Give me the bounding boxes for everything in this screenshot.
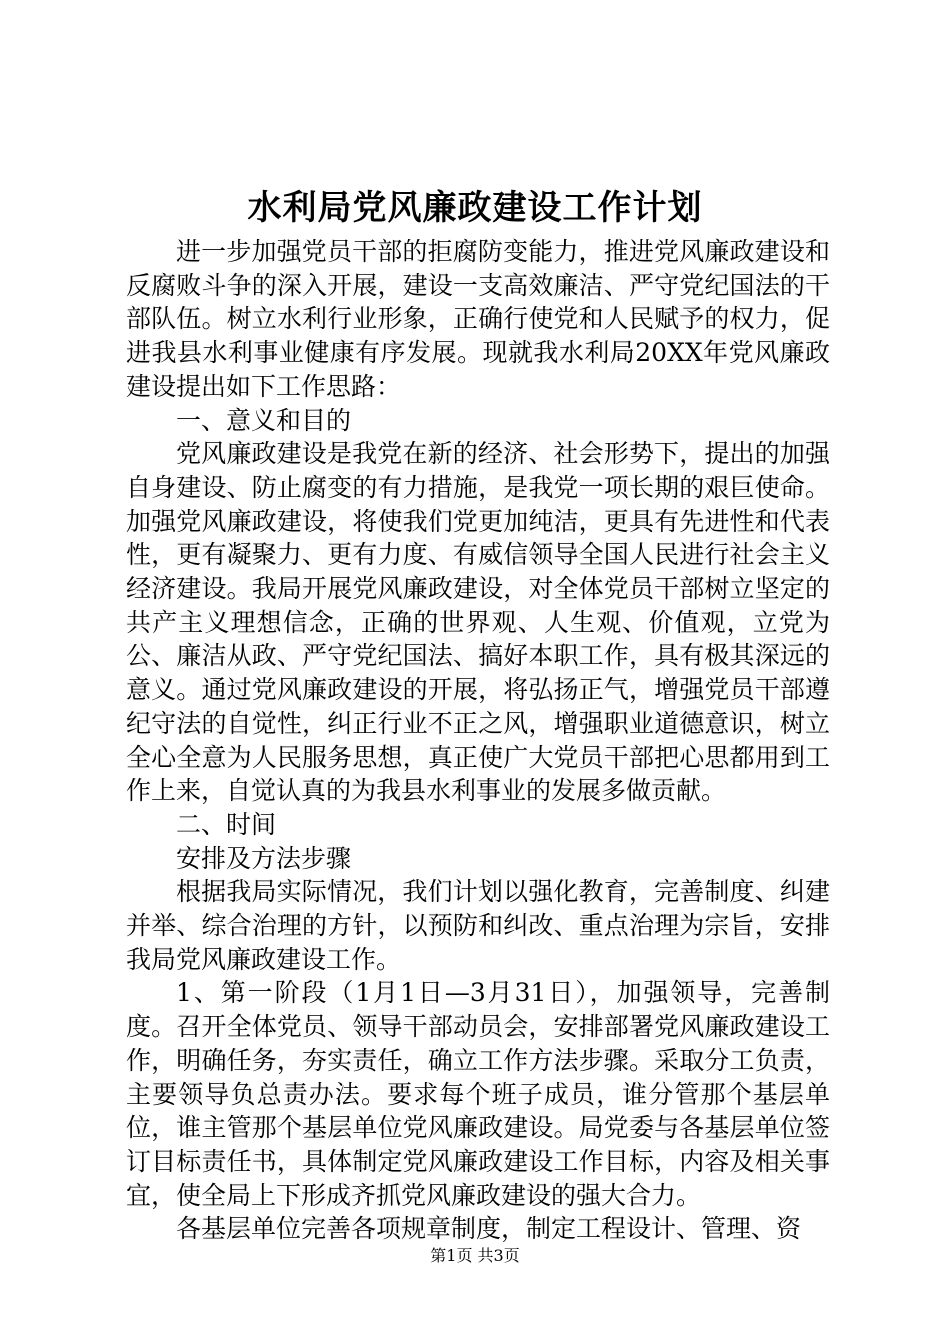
- intro-paragraph: 进一步加强党员干部的拒腐防变能力，推进党风廉政建设和反腐败斗争的深入开展，建设一支高效廉洁、严守党纪国法的干部队伍。树立水利行业形象，正确行使党和人民赋予的权力，促进我县水利事业健康有序发展。现就我水利局20XX年党风廉政建设提出如下工作思路：: [126, 237, 830, 401]
- section-heading-purpose: 一、意义和目的: [176, 405, 352, 435]
- section-heading-time: 二、时间: [176, 809, 277, 839]
- document-body: [126, 235, 830, 1246]
- document-title: 水利局党风廉政建设工作计划: [247, 188, 703, 228]
- section-subheading-steps: 安排及方法步骤: [176, 843, 352, 873]
- page-footer: 第1页 共3页: [430, 1246, 520, 1265]
- purpose-paragraph: 党风廉政建设是我党在新的经济、社会形势下，提出的加强自身建设、防止腐变的有力措施，是我党一项长期的艰巨使命。加强党风廉政建设，将使我们党更加纯洁，更具有先进性和代表性，更有凝聚力、更有力度、有威信领导全国人民进行社会主义经济建设。我局开展党风廉政建设，对全体党员干部树立坚定的共产主义理想信念，正确的世界观、人生观、价值观，立党为公、廉洁从政、严守党纪国法、搞好本职工作，具有极其深远的意义。通过党风廉政建设的开展，将弘扬正气，增强党员干部遵纪守法的自觉性，纠正行业不正之风，增强职业道德意识，树立全心全意为人民服务思想，真正使广大党员干部把心思都用到工作上来，自觉认真的为我县水利事业的发展多做贡献。: [126, 439, 830, 806]
- regulations-paragraph: 各基层单位完善各项规章制度，制定工程设计、管理、资: [176, 1214, 802, 1244]
- plan-paragraph: 根据我局实际情况，我们计划以强化教育，完善制度、纠建并举、综合治理的方针，以预防和纠改、重点治理为宗旨，安排我局党风廉政建设工作。: [126, 877, 830, 974]
- stage-one-paragraph: 1、第一阶段（1月1日—3月31日），加强领导，完善制度。召开全体党员、领导干部动员会，安排部署党风廉政建设工作，明确任务，夯实责任，确立工作方法步骤。采取分工负责，主要领导负总责办法。要求每个班子成员，谁分管那个基层单位，谁主管那个基层单位党风廉政建设。局党委与各基层单位签订目标责任书，具体制定党风廉政建设工作目标，内容及相关事宜，使全局上下形成齐抓党风廉政建设的强大合力。: [126, 978, 830, 1210]
